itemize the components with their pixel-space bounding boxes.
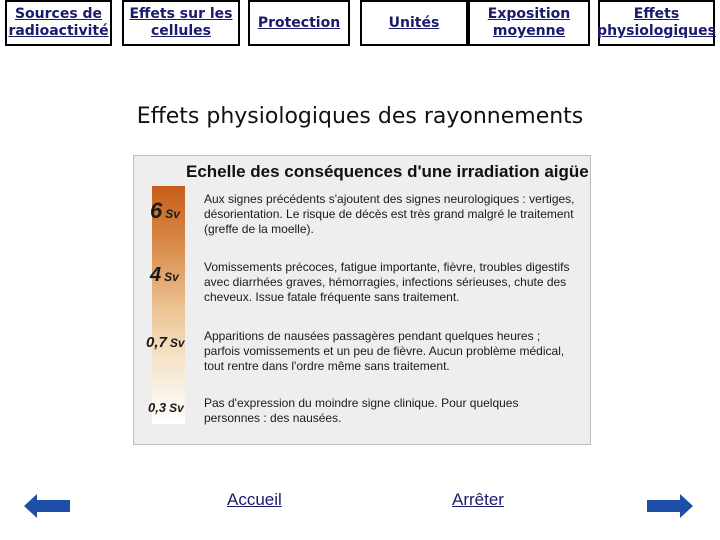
figure-title: Echelle des conséquences d'une irradiation aigüe — [186, 162, 589, 181]
effect-text-0-3sv: Pas d'expression du moindre signe clinique. Pour quelques personnes : des nausées. — [204, 396, 519, 425]
dose-unit: Sv — [165, 207, 180, 221]
dose-label-4sv — [150, 264, 179, 287]
dose-value: 0,7 — [146, 334, 167, 351]
dose-label-6sv — [150, 198, 180, 224]
tab-effets-physiologiques[interactable]: Effets physiologiques — [598, 0, 715, 46]
tab-exposition-moyenne[interactable]: Exposition moyenne — [468, 0, 590, 46]
page-title: Effets physiologiques des rayonnements — [136, 104, 584, 129]
tab-unites-label: Unités — [388, 14, 440, 31]
effect-text-0-7sv: Apparitions de nausées passagères pendant quelques heures ; parfois vomissements et un peu de fièvre. Aucun problème médical, tout rentre dans l'ordre même sans traitement. — [204, 329, 565, 373]
tab-unites[interactable] — [360, 0, 468, 46]
dose-value: 4 — [150, 264, 162, 286]
tab-sources-de-radioactivite[interactable]: Sources de radioactivité — [5, 0, 112, 46]
dose-unit: Sv — [169, 336, 185, 350]
effect-text-4sv: Vomissements précoces, fatigue importante, fièvre, troubles digestifs avec diarrhées graves, hémorragies, infections sérieuses, chute des cheveux. Issue fatale fréquente sans traitement. — [204, 260, 570, 304]
dose-label-0-7sv — [146, 334, 185, 351]
tab-protection[interactable]: Protection — [248, 0, 350, 46]
dose-label-0-3sv — [148, 400, 184, 415]
dose-unit: Sv — [169, 401, 184, 415]
effect-text-6sv: Aux signes précédents s'ajoutent des signes neurologiques : vertiges, désorientation. Le risque de décès est très grand malgré le traitement (greffe de la moelle). — [204, 192, 575, 236]
arrow-left-icon[interactable] — [24, 492, 70, 520]
home-link[interactable]: Accueil — [227, 490, 282, 509]
irradiation-scale-figure — [133, 155, 591, 445]
dose-value: 0,3 — [148, 400, 167, 415]
dose-unit: Sv — [164, 270, 179, 284]
arrow-right-icon[interactable] — [647, 492, 693, 520]
stop-link[interactable]: Arrêter — [452, 490, 504, 509]
tab-effets-sur-les-cellules[interactable]: Effets sur les cellules — [122, 0, 240, 46]
dose-value: 6 — [150, 198, 163, 223]
